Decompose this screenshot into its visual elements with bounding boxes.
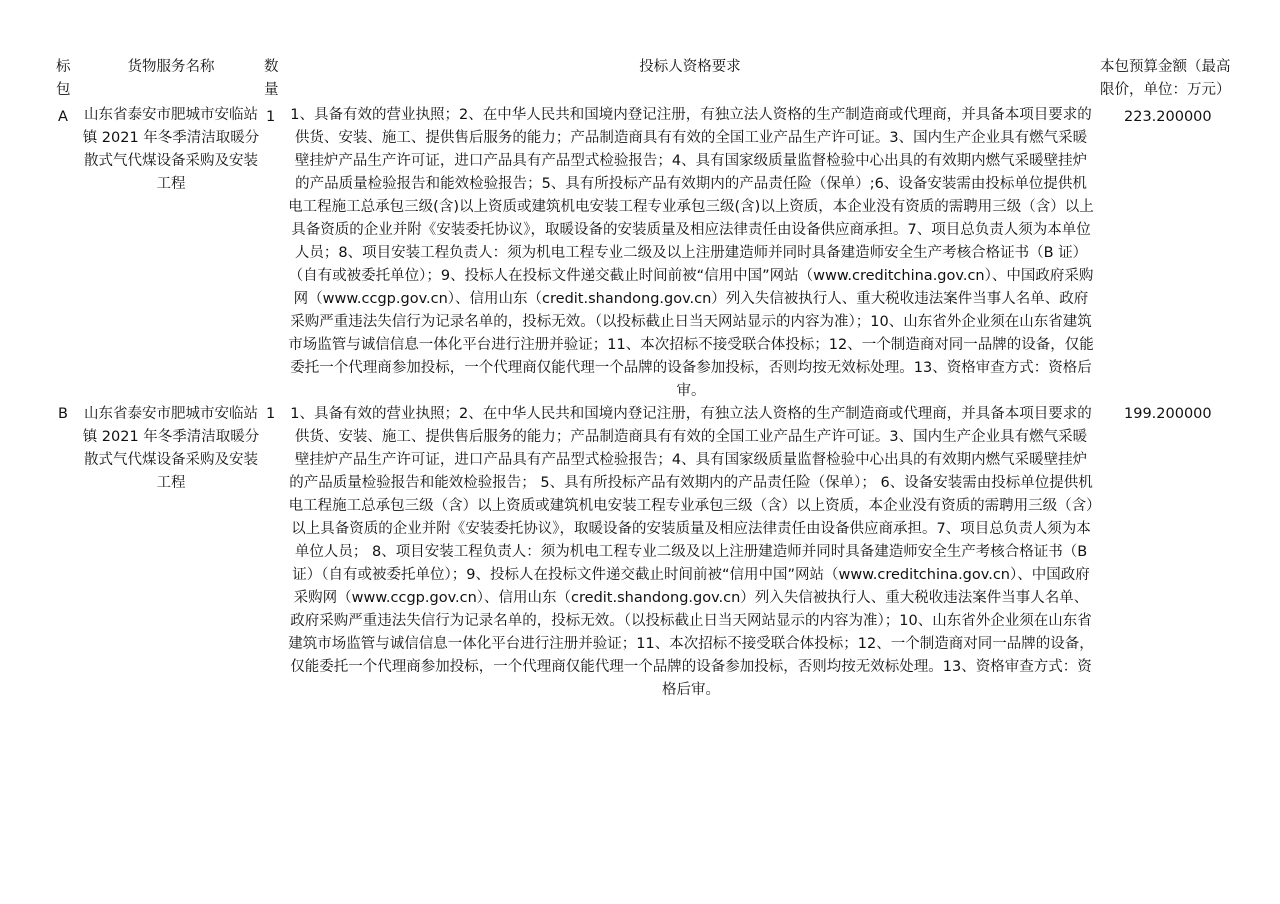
cell-bidder-qualification: 1、具备有效的营业执照；2、在中华人民共和国境内登记注册，有独立法人资格的生产制造商或代理商，并具备本项目要求的供货、安装、施工、提供售后服务的能力；产品制造商具有有效的全国工业产品生产许可证。3、国内生产企业具有燃气采暖壁挂炉产品生产许可证，进口产品具有产品型式检验报告；4、具有国家级质量监督检验中心出具的有效期内燃气采暖壁挂炉的产品质量检验报告和能效检验报告；5、具有所投标产品有效期内的产品责任险（保单）;6、设备安装需由投标单位提供机电工程施工总承包三级(含)以上资质或建筑机电安装工程专业承包三级(含)以上资质，本企业没有资质的需聘用三级（含）以上具备资质的企业并附《安装委托协议》，取暖设备的安装质量及相应法律责任由设备供应商承担。7、项目总负责人须为本单位人员；8、项目安装工程负责人：须为机电工程专业二级及以上注册建造师并同时具备建造师安全生产考核合格证书（B 证）（自有或被委托单位）；9、投标人在投标文件递交截止时间前被“信用中国”网站（www.creditchina.gov.cn）、中国政府采购网（www.ccgp.gov.cn）、信用山东（credit.shandong.gov.cn）列入失信被执行人、重大税收违法案件当事人名单、政府采购严重违法失信行为记录名单的，投标无效。（以投标截止日当天网站显示的内容为准）；10、山东省外企业须在山东省建筑市场监管与诚信信息一体化平台进行注册并验证；11、本次招标不接受联合体投标；12、一个制造商对同一品牌的设备，仅能委托一个代理商参加投标，一个代理商仅能代理一个品牌的设备参加投标，否则均按无效标处理。13、资格审查方式：资格后审。 [288,107,1094,399]
header-quantity: 数量 [264,59,279,98]
header-budget: 本包预算金额（最高限价，单位：万元） [1100,59,1231,98]
cell-goods-service-name: 山东省泰安市肥城市安临站镇 2021 年冬季清洁取暖分散式气代煤设备采购及安装工程 [82,107,260,192]
header-package: 标包 [56,59,71,98]
table-row [52,403,1244,702]
header-bidder-qualification: 投标人资格要求 [639,59,741,75]
cell-budget: 199.200000 [1124,406,1212,422]
cell-bidder-qualification: 1、具备有效的营业执照；2、在中华人民共和国境内登记注册，有独立法人资格的生产制造商或代理商，并具备本项目要求的供货、安装、施工、提供售后服务的能力；产品制造商具有有效的全国工业产品生产许可证。3、国内生产企业具有燃气采暖壁挂炉产品生产许可证，进口产品具有产品型式检验报告；4、具有国家级质量监督检验中心出具的有效期内燃气采暖壁挂炉的产品质量检验报告和能效检验报告； 5、具有所投标产品有效期内的产品责任险（保单）； 6、设备安装需由投标单位提供机电工程施工总承包三级（含）以上资质或建筑机电安装工程专业承包三级（含）以上资质，本企业没有资质的需聘用三级（含）以上具备资质的企业并附《安装委托协议》，取暖设备的安装质量及相应法律责任由设备供应商承担。7、项目总负责人须为本单位人员； 8、项目安装工程负责人：须为机电工程专业二级及以上注册建造师并同时具备建造师安全生产考核合格证书（B 证）（自有或被委托单位）；9、投标人在投标文件递交截止时间前被“信用中国”网站（www.creditchina.gov.cn）、中国政府采购网（www.ccgp.gov.cn）、信用山东（credit.shandong.gov.cn）列入失信被执行人、重大税收违法案件当事人名单、政府采购严重违法失信行为记录名单的，投标无效。（以投标截止日当天网站显示的内容为准）；10、山东省外企业须在山东省建筑市场监管与诚信信息一体化平台进行注册并验证；11、本次招标不接受联合体投标；12、一个制造商对同一品牌的设备，仅能委托一个代理商参加投标，一个代理商仅能代理一个品牌的设备参加投标，否则均按无效标处理。13、资格审查方式：资格后审。 [288,406,1094,698]
cell-package: B [58,406,68,422]
bid-package-table [52,56,1244,702]
table-row [52,104,1244,403]
header-goods-service-name: 货物服务名称 [127,59,215,75]
table-header-row [52,56,1244,104]
cell-quantity: 1 [266,406,276,422]
cell-quantity: 1 [266,109,276,125]
cell-budget: 223.200000 [1124,109,1212,125]
cell-goods-service-name: 山东省泰安市肥城市安临站镇 2021 年冬季清洁取暖分散式气代煤设备采购及安装工程 [82,406,260,491]
cell-package: A [58,109,68,125]
